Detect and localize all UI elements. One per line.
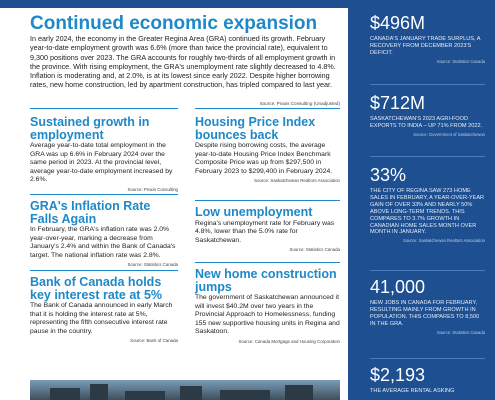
divider <box>370 156 485 157</box>
article-home-construction <box>195 268 340 344</box>
stat-value: $712M <box>370 93 426 113</box>
article-title: New home construction jumps <box>195 267 337 294</box>
stat-description: NEW JOBS IN CANADA FOR FEBRUARY, RESULTING MAINLY FROM GROWTH IN POPULATION. THIS COMPARES TO 8,500 IN THE GRA. <box>370 300 480 327</box>
stat-description: THE AVERAGE RENTAL ASKING <box>370 388 455 394</box>
stat-source: Source: Statistics Canada <box>436 329 485 335</box>
article-body: Despite rising borrowing costs, the average year-to-date Housing Price Index Benchmark Composite Price was up from $297,500 in February 2023 to $299,400 in February 2024. <box>195 142 333 175</box>
article-source: Source: Canada Mortgage and Housing Corporation <box>238 338 340 344</box>
divider <box>370 84 485 85</box>
stat-description: SASKATCHEWAN'S 2023 AGRI-FOOD EXPORTS TO INDIA – UP 71% FROM 2022. <box>370 116 483 129</box>
article-title: Housing Price Index bounces back <box>195 115 316 142</box>
stat-block <box>370 278 485 335</box>
divider <box>195 108 340 109</box>
article-body: Regina's unemployment rate for February was 4.8%, lower than the 5.0% rate for Saskatchewan. <box>195 219 335 244</box>
stat-value: $2,193 <box>370 365 426 385</box>
article-employment <box>30 116 178 192</box>
article-inflation <box>30 200 178 267</box>
article-body: The government of Saskatchewan announced it will invest $40.2M over two years in the Provincial Approach to Homelessness, funding 155 new supportive housing units in Regina and Saskatoon. <box>195 294 340 336</box>
stat-value: 41,000 <box>370 277 426 297</box>
stats-sidebar <box>348 0 495 400</box>
article-title: Low unemployment <box>195 205 313 219</box>
divider <box>370 270 485 271</box>
divider <box>195 200 340 201</box>
stat-source: Source: Saskatchewan Realtors Association <box>403 238 485 244</box>
divider <box>195 262 340 263</box>
divider <box>30 270 178 271</box>
article-body: Average year-to-date total employment in the GRA was up 6.6% in February 2024 over the same period in 2023. At the provincial level, average year-to-date employment increased by 2.6%. <box>30 142 173 184</box>
stat-block <box>370 166 485 243</box>
stat-block <box>370 366 485 395</box>
intro-source: Source: Praxis Consulting (Unadjusted) <box>259 101 340 106</box>
stat-description: CANADA'S JANUARY TRADE SURPLUS, A RECOVERY FROM DECEMBER 2023'S DEFICIT. <box>370 36 481 56</box>
article-title: Sustained growth in employment <box>30 115 150 142</box>
stat-source: Source: Government of Saskatchewan <box>413 131 485 137</box>
stat-value: $496M <box>370 13 426 33</box>
stat-value: 33% <box>370 165 407 185</box>
article-source: Source: Saskatchewan Realtors Association <box>254 178 340 184</box>
divider <box>30 194 178 195</box>
stat-block <box>370 94 485 137</box>
page-title: Continued economic expansion <box>30 13 318 34</box>
article-source: Source: Statistics Canada <box>289 247 340 253</box>
article-source: Source: Bank of Canada <box>130 338 178 344</box>
article-unemployment <box>195 206 340 252</box>
main-column <box>0 8 348 400</box>
article-body: The Bank of Canada announced in early March that it is holding the interest rate at 5%, representing the fifth consecutive interest rate pause in the country. <box>30 302 173 335</box>
article-interest-rate <box>30 276 178 343</box>
stat-description: THE CITY OF REGINA SAW 273 HOME SALES IN FEBRUARY, A YEAR-OVER-YEAR GAIN OF OVER 33% AND NEARLY 50% ABOVE LONG-TERM TRENDS. THIS COMPARES TO 3.7% GROWTH IN CANADIAN HOME SALES MONTH OVER MONTH IN JANUARY. <box>370 188 485 236</box>
stat-source: Source: Statistics Canada <box>436 58 485 64</box>
divider <box>30 108 178 109</box>
article-source: Source: Statistics Canada <box>127 262 178 268</box>
top-bar <box>0 0 348 8</box>
article-housing-price <box>195 116 340 183</box>
divider <box>370 358 485 359</box>
intro-paragraph: In early 2024, the economy in the Greater Regina Area (GRA) continued its growth. February year-to-date employment growth was 6.6% (more than twice the provincial rate), equivalent to 9,300 positions over 2023. The GRA accounts for roughly two-thirds of all employment growth in the province. With rising employment, the GRA's unemployment rate slightly decreased to 4.8%. Inflation is moderating and, at 2.0%, is at its lowest since early 2022. Despite higher borrowing rates, new home construction, led by apartment construction, has tripled compared to last year. <box>30 34 336 90</box>
article-title: Bank of Canada holds key interest rate at 5% <box>30 275 163 302</box>
stat-block <box>370 14 485 64</box>
article-source: Source: Praxis Consulting <box>127 186 178 192</box>
article-title: GRA's Inflation Rate Falls Again <box>30 199 151 226</box>
city-photo <box>30 380 340 400</box>
article-body: In February, the GRA's inflation rate was 2.0% year-over-year, marking a decrease from January's 2.4% and within the Bank of Canada's target. The national inflation rate was 2.8%. <box>30 226 176 259</box>
